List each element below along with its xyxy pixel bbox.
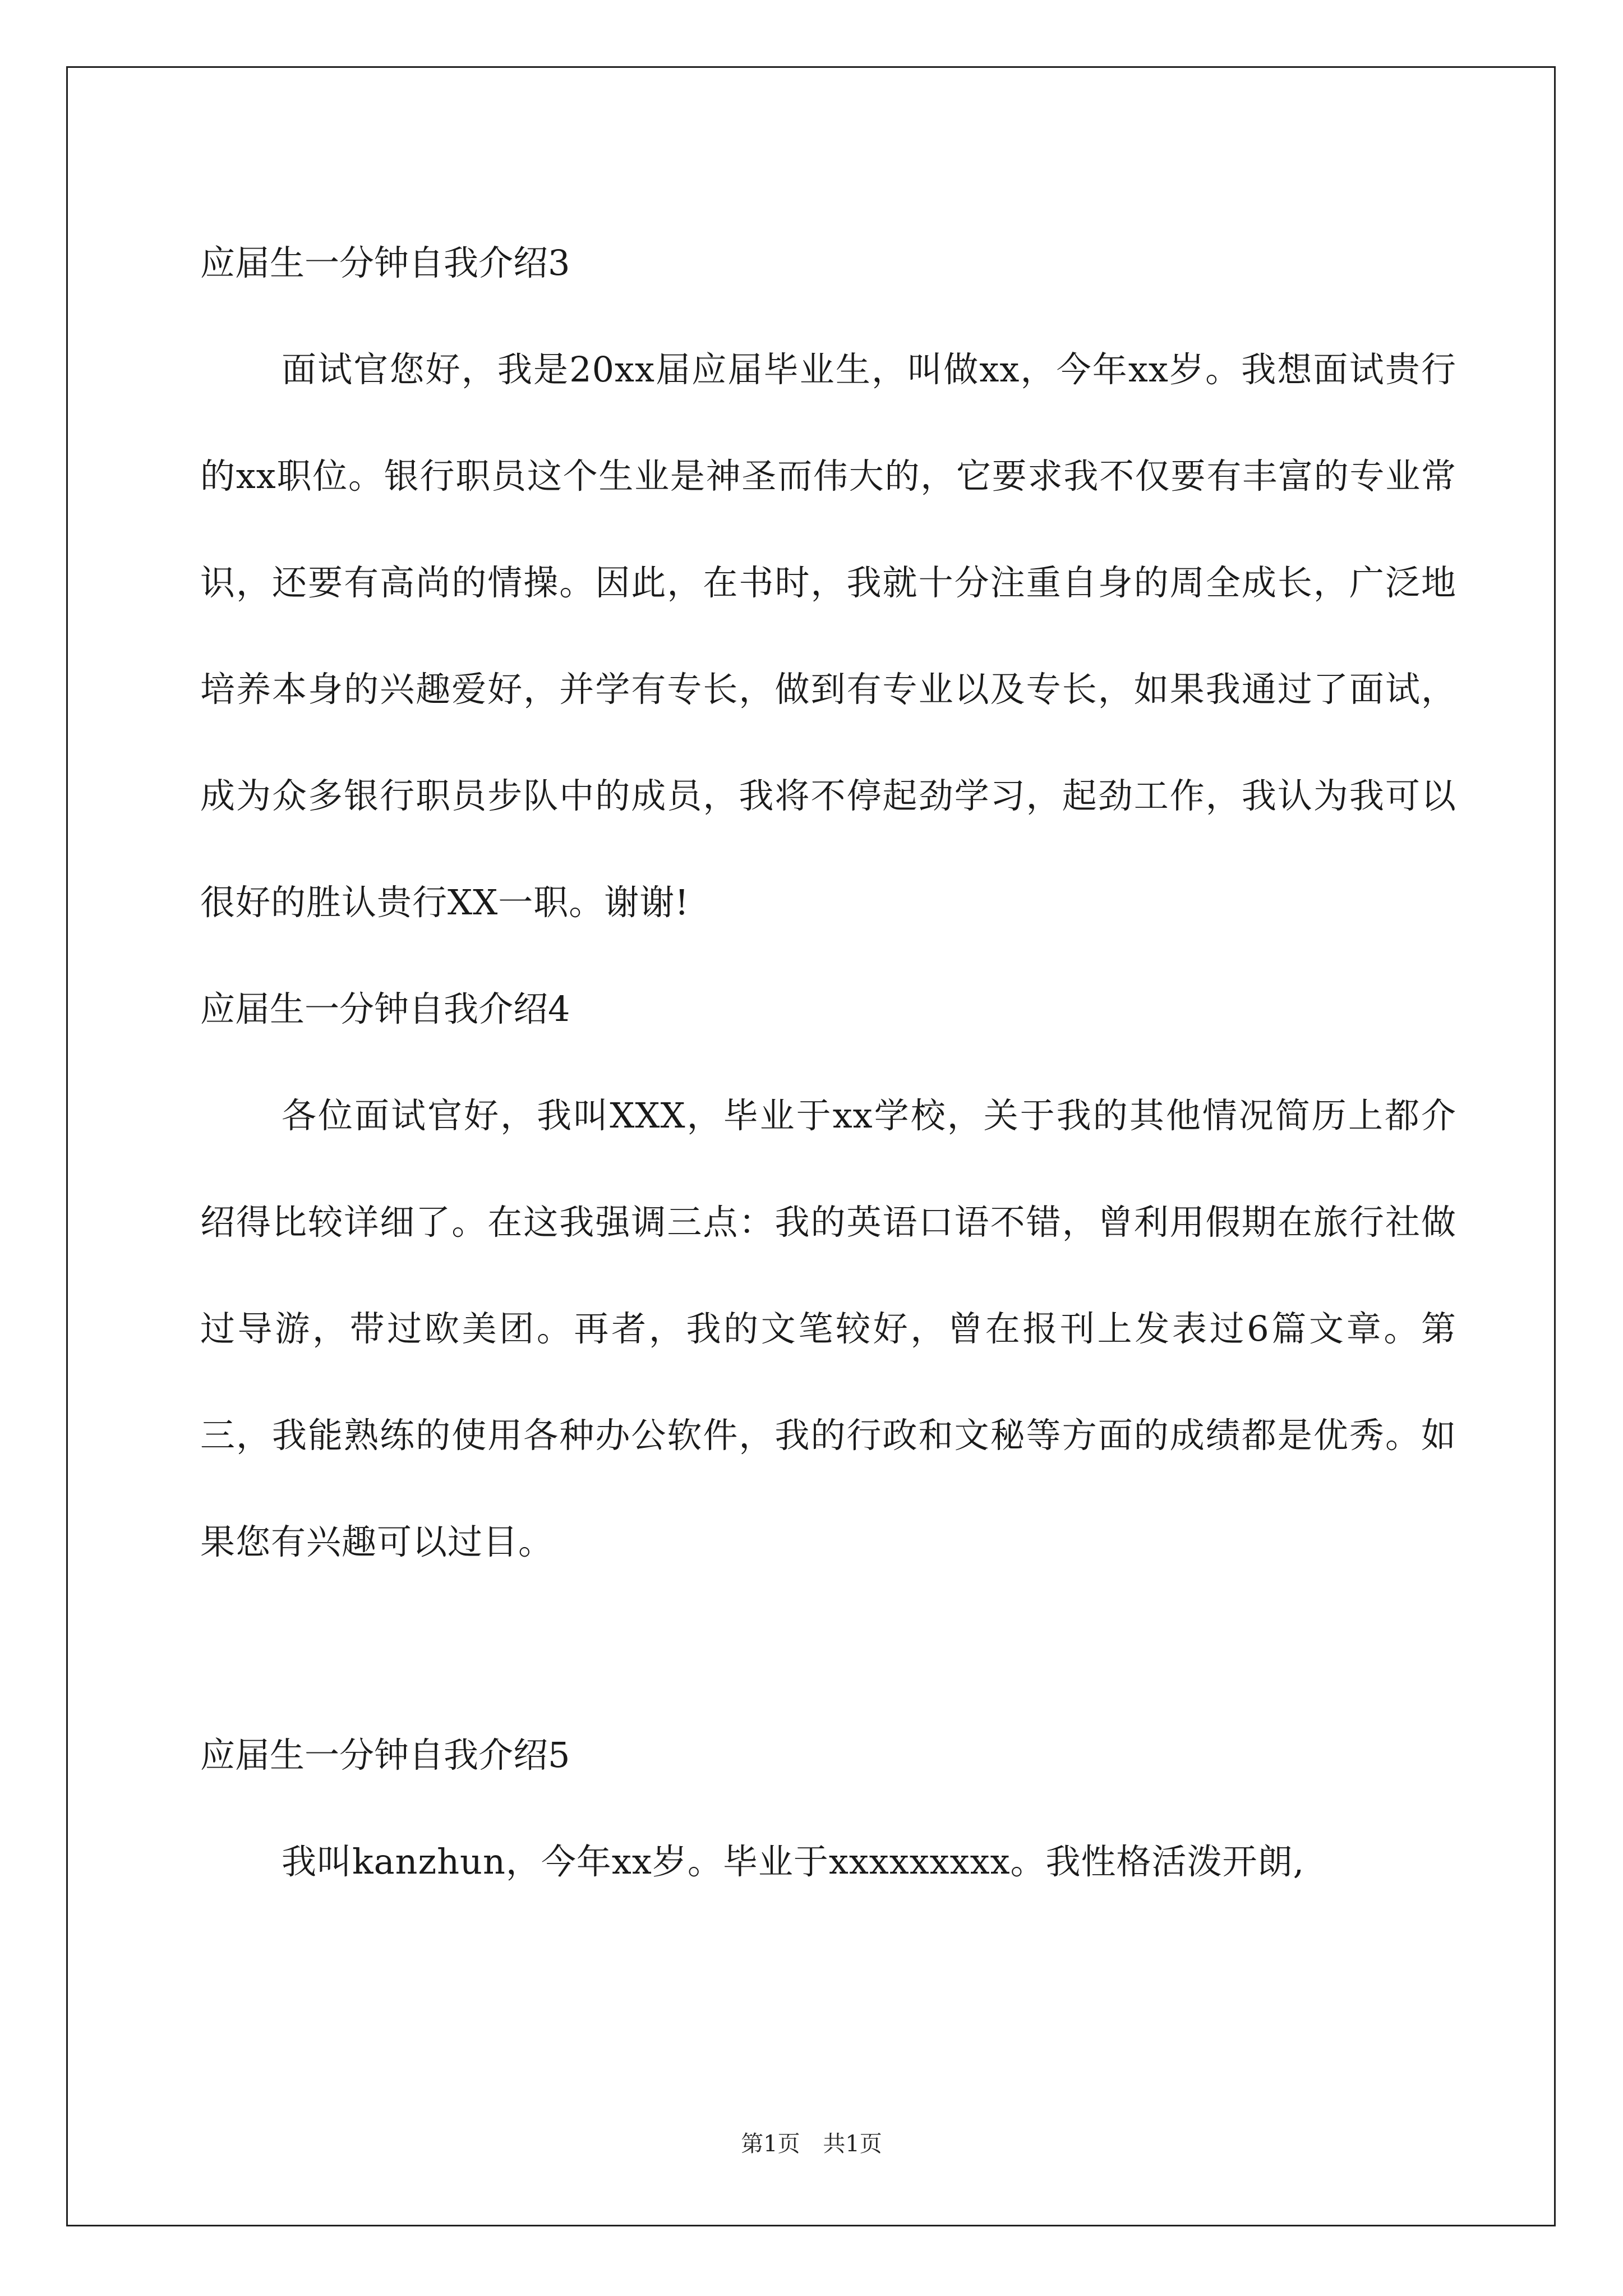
section-paragraph-5: 我叫kanzhun，今年xx岁。毕业于xxxxxxxxx。我性格活泼开朗,: [282, 1841, 1305, 1882]
document-body: [200, 210, 1456, 1915]
section-paragraph-4: 各位面试官好，我叫XXX，毕业于xx学校，关于我的其他情况简历上都介绍得比较详细了。在这我强调三点：我的英语口语不错，曾利用假期在旅行社做过导游，带过欧美团。再者，我的文笔较好，曾在报刊上发表过6篇文章。第三，我能熟练的使用各种办公软件，我的行政和文秘等方面的成绩都是优秀。如果您有兴趣可以过目。: [200, 1095, 1456, 1562]
page-number-current: 第1页: [741, 2131, 800, 2157]
page-footer: [0, 2126, 1623, 2158]
section-title-4: 应届生一分钟自我介绍4: [200, 988, 570, 1029]
section-paragraph-3: 面试官您好，我是20xx届应届毕业生，叫做xx，今年xx岁。我想面试贵行的xx职位。银行职员这个生业是神圣而伟大的，它要求我不仅要有丰富的专业常识，还要有高尚的情操。因此，在书时，我就十分注重自身的周全成长，广泛地培养本身的兴趣爱好，并学有专长，做到有专业以及专长，如果我通过了面试，成为众多银行职员步队中的成员，我将不停起劲学习，起劲工作，我认为我可以很好的胜认贵行XX一职。谢谢!: [200, 349, 1456, 923]
page-number-total: 共1页: [823, 2131, 882, 2157]
section-spacer: [200, 1595, 1456, 1702]
section-title-5: 应届生一分钟自我介绍5: [200, 1734, 570, 1775]
section-title-3: 应届生一分钟自我介绍3: [200, 242, 570, 283]
